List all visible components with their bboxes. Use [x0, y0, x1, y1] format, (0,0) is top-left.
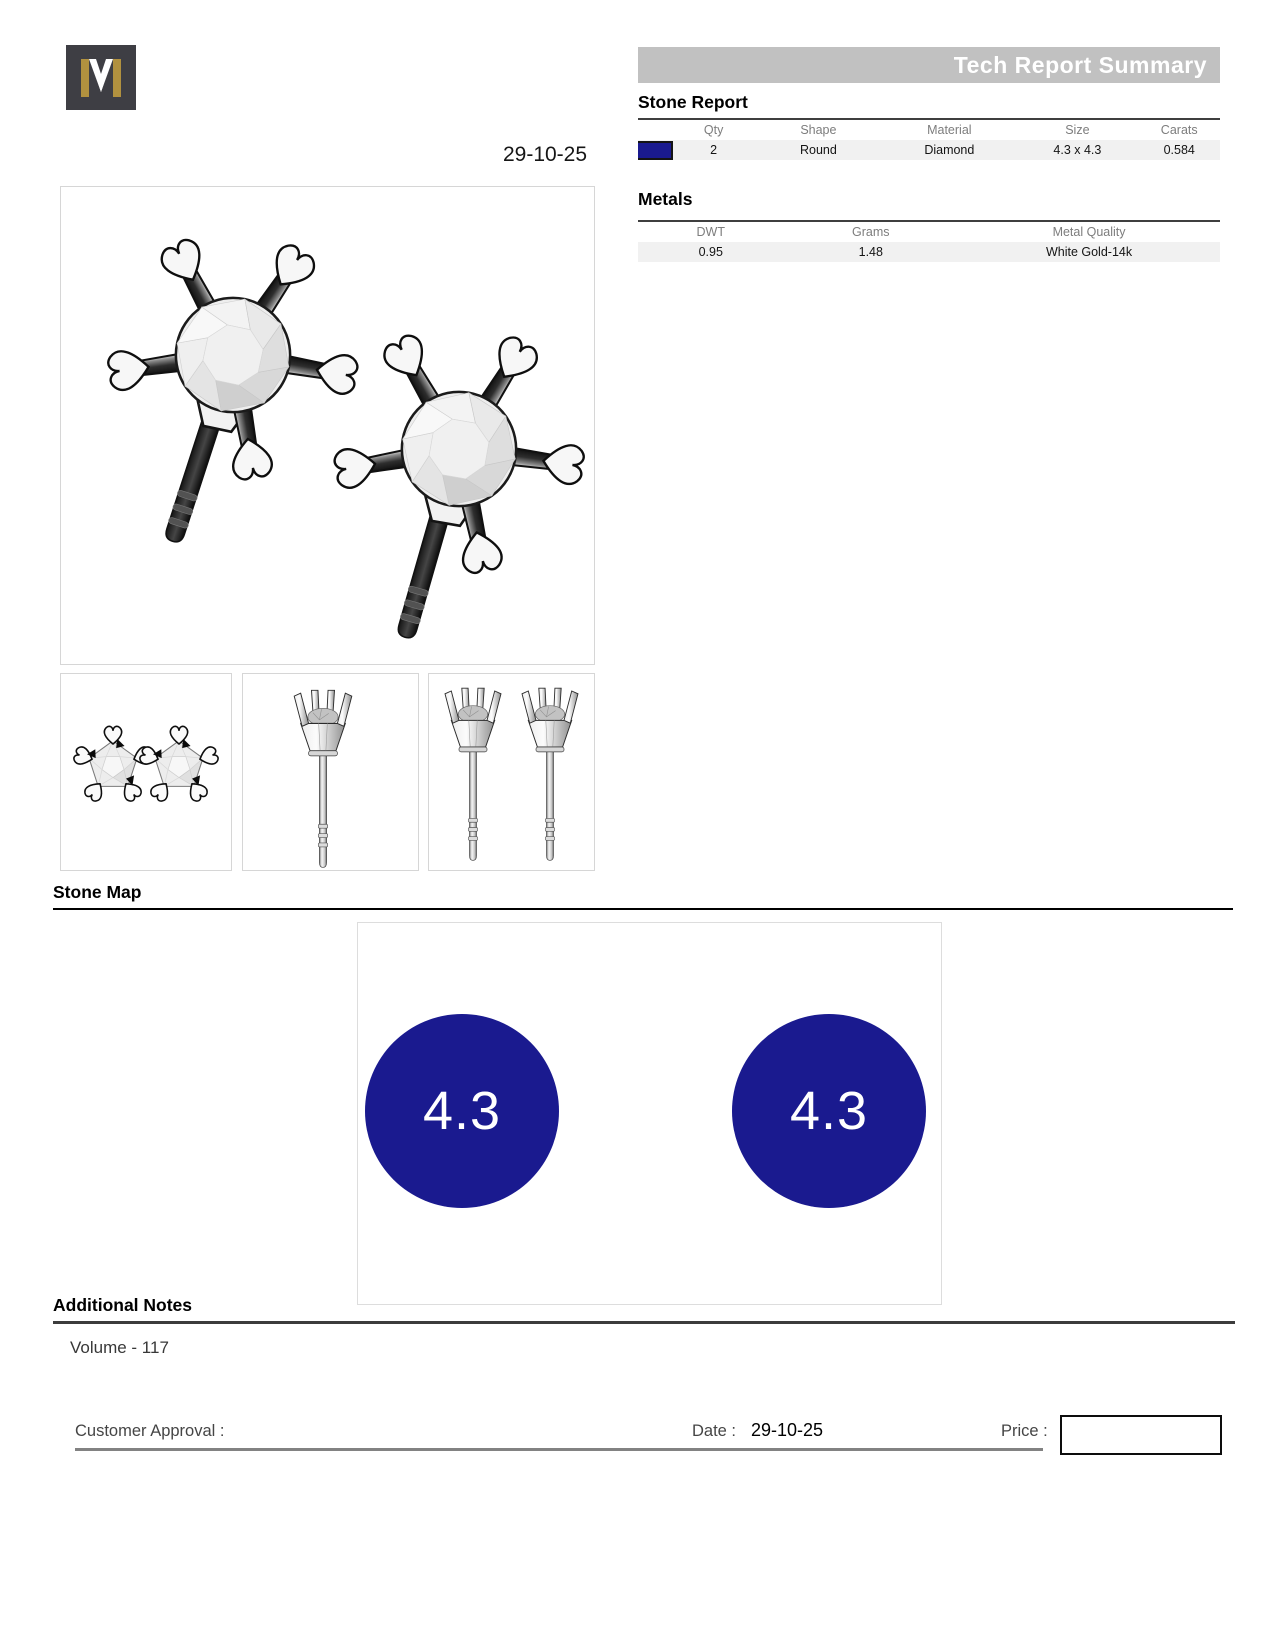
- stone-material: Diamond: [924, 143, 975, 157]
- brand-logo: [66, 45, 136, 110]
- column-header-metal-quality: Metal Quality: [1052, 225, 1126, 239]
- thumbnail-top-view: [60, 673, 232, 871]
- price-input-box[interactable]: [1060, 1415, 1222, 1455]
- stone-size: 4.3 x 4.3: [1053, 143, 1102, 157]
- metals-heading: Metals: [638, 189, 693, 209]
- stone-map-heading: Stone Map: [53, 882, 142, 902]
- page-title: Tech Report Summary: [953, 51, 1207, 78]
- footer-date-label: Date :: [692, 1422, 737, 1440]
- stone-map-stone-1: [365, 1014, 559, 1208]
- column-header-dwt: DWT: [696, 225, 725, 239]
- customer-approval-label: Customer Approval :: [75, 1422, 225, 1440]
- metal-grams: 1.48: [858, 245, 883, 259]
- price-label: Price :: [1001, 1422, 1048, 1440]
- stone-report-heading: Stone Report: [638, 92, 748, 112]
- column-header-grams: Grams: [852, 225, 890, 239]
- stone-color-swatch: [638, 141, 673, 160]
- main-product-image: [60, 186, 595, 665]
- stone-qty: 2: [710, 143, 718, 157]
- stone-map-panel: [357, 922, 942, 1305]
- earring-side-view-icon: [243, 674, 418, 870]
- stone-size-label: 4.3: [422, 1081, 502, 1141]
- thumbnail-side-view-pair: [428, 673, 595, 871]
- footer-date-value: 29-10-25: [751, 1420, 824, 1440]
- m-monogram-icon: [66, 45, 136, 110]
- stone-report-data-row: [638, 140, 1220, 160]
- thumbnail-side-view-single: [242, 673, 419, 871]
- metals-table: [638, 220, 1220, 262]
- earrings-3d-render-icon: [61, 187, 594, 664]
- metals-header-row: [638, 222, 1220, 242]
- stone-carats: 0.584: [1163, 143, 1195, 157]
- metal-dwt: 0.95: [698, 245, 723, 259]
- stone-report-table: [638, 118, 1220, 160]
- signature-line: [75, 1448, 1043, 1451]
- column-header-carats: Carats: [1160, 123, 1198, 137]
- title-bar: [638, 47, 1220, 83]
- stone-report-header-row: [638, 120, 1220, 140]
- stone-swatch-cell: [638, 141, 673, 160]
- metal-quality: White Gold-14k: [1045, 245, 1133, 259]
- additional-notes-heading: Additional Notes: [53, 1295, 193, 1315]
- column-header-shape: Shape: [800, 123, 837, 137]
- report-date: 29-10-25: [502, 143, 588, 166]
- volume-note: Volume - 117: [70, 1338, 169, 1357]
- stones-top-view-icon: [61, 674, 231, 870]
- column-header-size: Size: [1065, 123, 1090, 137]
- metals-data-row: [638, 242, 1220, 262]
- column-header-qty: Qty: [703, 123, 724, 137]
- stone-size-label: 4.3: [789, 1081, 869, 1141]
- stone-map-divider: [53, 908, 1233, 910]
- additional-notes-divider: [53, 1321, 1235, 1324]
- stone-map-stone-2: [732, 1014, 926, 1208]
- column-header-material: Material: [927, 123, 972, 137]
- earring-pair-side-view-icon: [429, 674, 594, 870]
- stone-shape: Round: [799, 143, 837, 157]
